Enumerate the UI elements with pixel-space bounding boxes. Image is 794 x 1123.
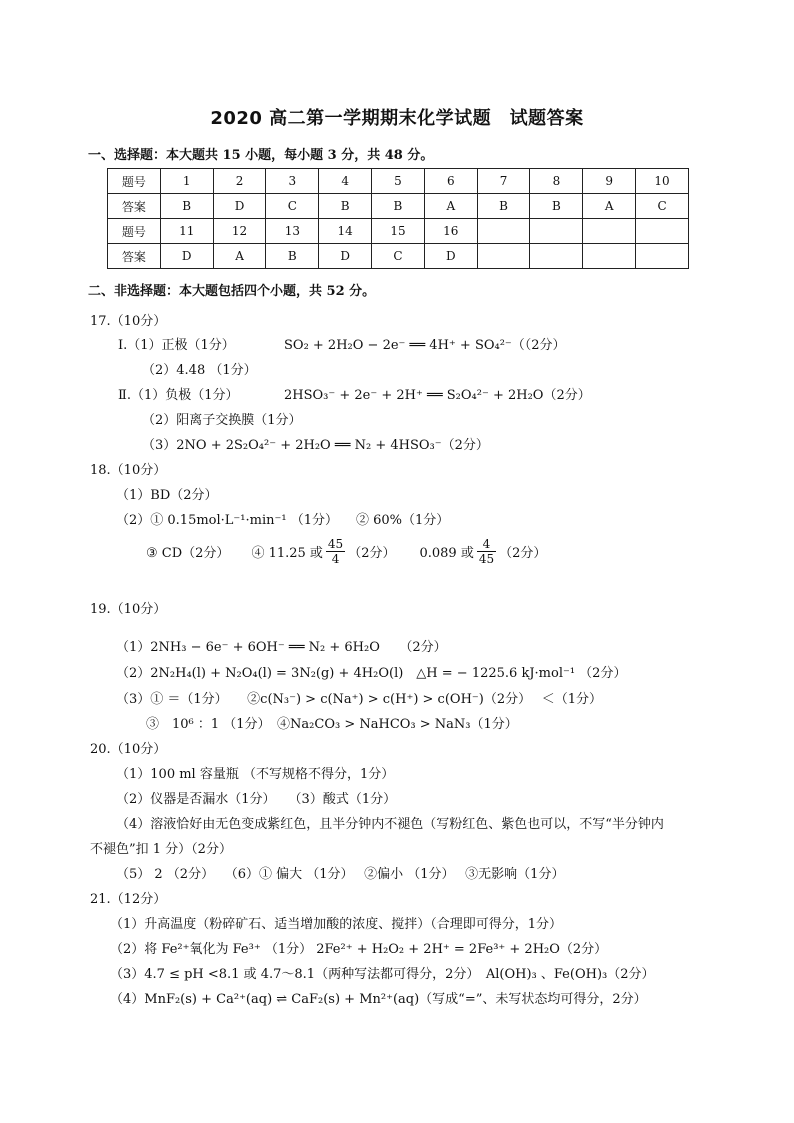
q18-line3-c: （2分） <box>348 545 396 561</box>
table-cell: C <box>266 194 319 219</box>
table-cell: D <box>160 244 213 269</box>
table-cell: B <box>319 194 372 219</box>
q21-line1: （1）升高温度（粉碎矿石、适当增加酸的浓度、搅拌）（合理即可得分，1分） <box>110 917 563 932</box>
q20-line4: 不褪色”扣 1 分）（2分） <box>90 842 232 857</box>
table-row-header: 答案 <box>108 194 161 219</box>
q20-heading: 20.（10分） <box>90 742 167 757</box>
table-row-header: 题号 <box>108 219 161 244</box>
table-row <box>108 194 689 219</box>
table-cell: 6 <box>424 169 477 194</box>
q20-line3: （4）溶液恰好由无色变成紫红色，且半分钟内不褪色（写粉红色、紫色也可以，不写“半分钟内 <box>116 817 664 832</box>
table-cell: 11 <box>160 219 213 244</box>
table-cell: B <box>160 194 213 219</box>
table-row-header: 题号 <box>108 169 161 194</box>
table-cell: 14 <box>319 219 372 244</box>
q18-heading: 18.（10分） <box>90 463 167 478</box>
q20-line1: （1）100 ml 容量瓶 （不写规格不得分，1分） <box>116 767 395 782</box>
q17-line4: （2）阳离子交换膜（1分） <box>142 413 302 428</box>
q17-line1-right: SO₂ + 2H₂O − 2e⁻ ══ 4H⁺ + SO₄²⁻（（2分） <box>284 338 566 353</box>
table-cell <box>583 244 636 269</box>
q19-line2: （2）2N₂H₄(l) + N₂O₄(l) = 3N₂(g) + 4H₂O(l) △H = − 1225.6 kJ·mol⁻¹ （2分） <box>116 666 627 681</box>
table-cell <box>530 244 583 269</box>
q20-line5: （5） 2 （2分） （6）① 偏大 （1分） ②偏小 （1分） ③无影响（1分） <box>116 867 565 882</box>
q20-line2: （2）仪器是否漏水（1分） （3）酸式（1分） <box>116 792 397 807</box>
table-cell: 8 <box>530 169 583 194</box>
table-cell: 2 <box>213 169 266 194</box>
section-1-heading: 一、选择题：本大题共 15 小题，每小题 3 分，共 48 分。 <box>88 148 434 163</box>
q21-heading: 21.（12分） <box>90 892 167 907</box>
table-cell <box>477 244 530 269</box>
page-title: 2020 高二第一学期期末化学试题 试题答案 <box>210 108 584 129</box>
table-cell: 12 <box>213 219 266 244</box>
q21-line4: （4）MnF₂(s) + Ca²⁺(aq) ⇌ CaF₂(s) + Mn²⁺(aq)（写成“=”、未写状态均可得分，2分） <box>110 992 647 1007</box>
table-cell <box>583 219 636 244</box>
q18-line3-d: 0.089 或 <box>419 545 474 561</box>
table-cell: 16 <box>424 219 477 244</box>
table-cell: 15 <box>372 219 425 244</box>
table-cell: B <box>266 244 319 269</box>
table-cell <box>477 219 530 244</box>
q17-line3-right: 2HSO₃⁻ + 2e⁻ + 2H⁺ ══ S₂O₄²⁻ + 2H₂O（2分） <box>284 388 591 403</box>
q17-line3-left: Ⅱ.（1）负极（1分） <box>118 388 239 403</box>
table-cell: C <box>636 194 689 219</box>
table-cell: 10 <box>636 169 689 194</box>
q17-heading: 17.（10分） <box>90 314 167 329</box>
q19-line3: （3）① ＝（1分） ②c(N₃⁻) > c(Na⁺) > c(H⁺) > c(OH⁻)（2分） ＜（1分） <box>116 692 603 707</box>
fraction-45-over-4 <box>326 537 345 566</box>
q19-line1: （1）2NH₃ − 6e⁻ + 6OH⁻ ══ N₂ + 6H₂O （2分） <box>116 640 447 655</box>
q18-line1: （1）BD（2分） <box>116 488 218 503</box>
q18-line2-right: ② 60%（1分） <box>356 513 450 528</box>
table-row <box>108 219 689 244</box>
table-cell <box>530 219 583 244</box>
table-cell: 3 <box>266 169 319 194</box>
table-cell <box>636 244 689 269</box>
table-cell: D <box>213 194 266 219</box>
table-cell: A <box>583 194 636 219</box>
fraction-numerator: 45 <box>327 536 344 551</box>
table-cell: B <box>372 194 425 219</box>
table-cell: C <box>372 244 425 269</box>
table-cell: 7 <box>477 169 530 194</box>
q18-line3-a: ③ CD（2分） <box>146 545 230 561</box>
table-cell: 5 <box>372 169 425 194</box>
table-cell <box>636 219 689 244</box>
section-2-heading: 二、非选择题：本大题包括四个小题，共 52 分。 <box>88 284 376 299</box>
table-cell: 13 <box>266 219 319 244</box>
answer-table <box>107 168 689 269</box>
fraction-4-over-45 <box>477 537 496 566</box>
q19-heading: 19.（10分） <box>90 602 167 617</box>
table-cell: B <box>530 194 583 219</box>
q17-line2: （2）4.48 （1分） <box>142 363 257 378</box>
q18-line3 <box>146 533 546 569</box>
q18-line2-left: （2）① 0.15mol·L⁻¹·min⁻¹ （1分） <box>116 513 338 528</box>
fraction-denominator: 45 <box>478 551 495 566</box>
table-cell: 1 <box>160 169 213 194</box>
q17-line1-left: Ⅰ.（1）正极（1分） <box>118 338 235 353</box>
table-cell: 9 <box>583 169 636 194</box>
q17-line5: （3）2NO + 2S₂O₄²⁻ + 2H₂O ══ N₂ + 4HSO₃⁻（2分） <box>142 438 489 453</box>
table-cell: D <box>319 244 372 269</box>
table-row-header: 答案 <box>108 244 161 269</box>
fraction-denominator: 4 <box>331 551 340 566</box>
q19-line4: ③ 10⁶ ：1 （1分） ④Na₂CO₃ > NaHCO₃ > NaN₃（1分） <box>146 717 518 732</box>
q18-line3-e: （2分） <box>499 545 547 561</box>
table-row <box>108 169 689 194</box>
q18-line3-b: ④ 11.25 或 <box>251 545 323 561</box>
table-cell: 4 <box>319 169 372 194</box>
table-cell: B <box>477 194 530 219</box>
q21-line3: （3）4.7 ≤ pH <8.1 或 4.7～8.1（两种写法都可得分，2分） Al(OH)₃ 、Fe(OH)₃（2分） <box>110 967 655 982</box>
fraction-numerator: 4 <box>477 537 496 552</box>
table-cell: D <box>424 244 477 269</box>
table-row <box>108 244 689 269</box>
q21-line2: （2）将 Fe²⁺氧化为 Fe³⁺ （1分） 2Fe²⁺ + H₂O₂ + 2H⁺ = 2Fe³⁺ + 2H₂O（2分） <box>110 942 608 957</box>
table-cell: A <box>213 244 266 269</box>
table-cell: A <box>424 194 477 219</box>
